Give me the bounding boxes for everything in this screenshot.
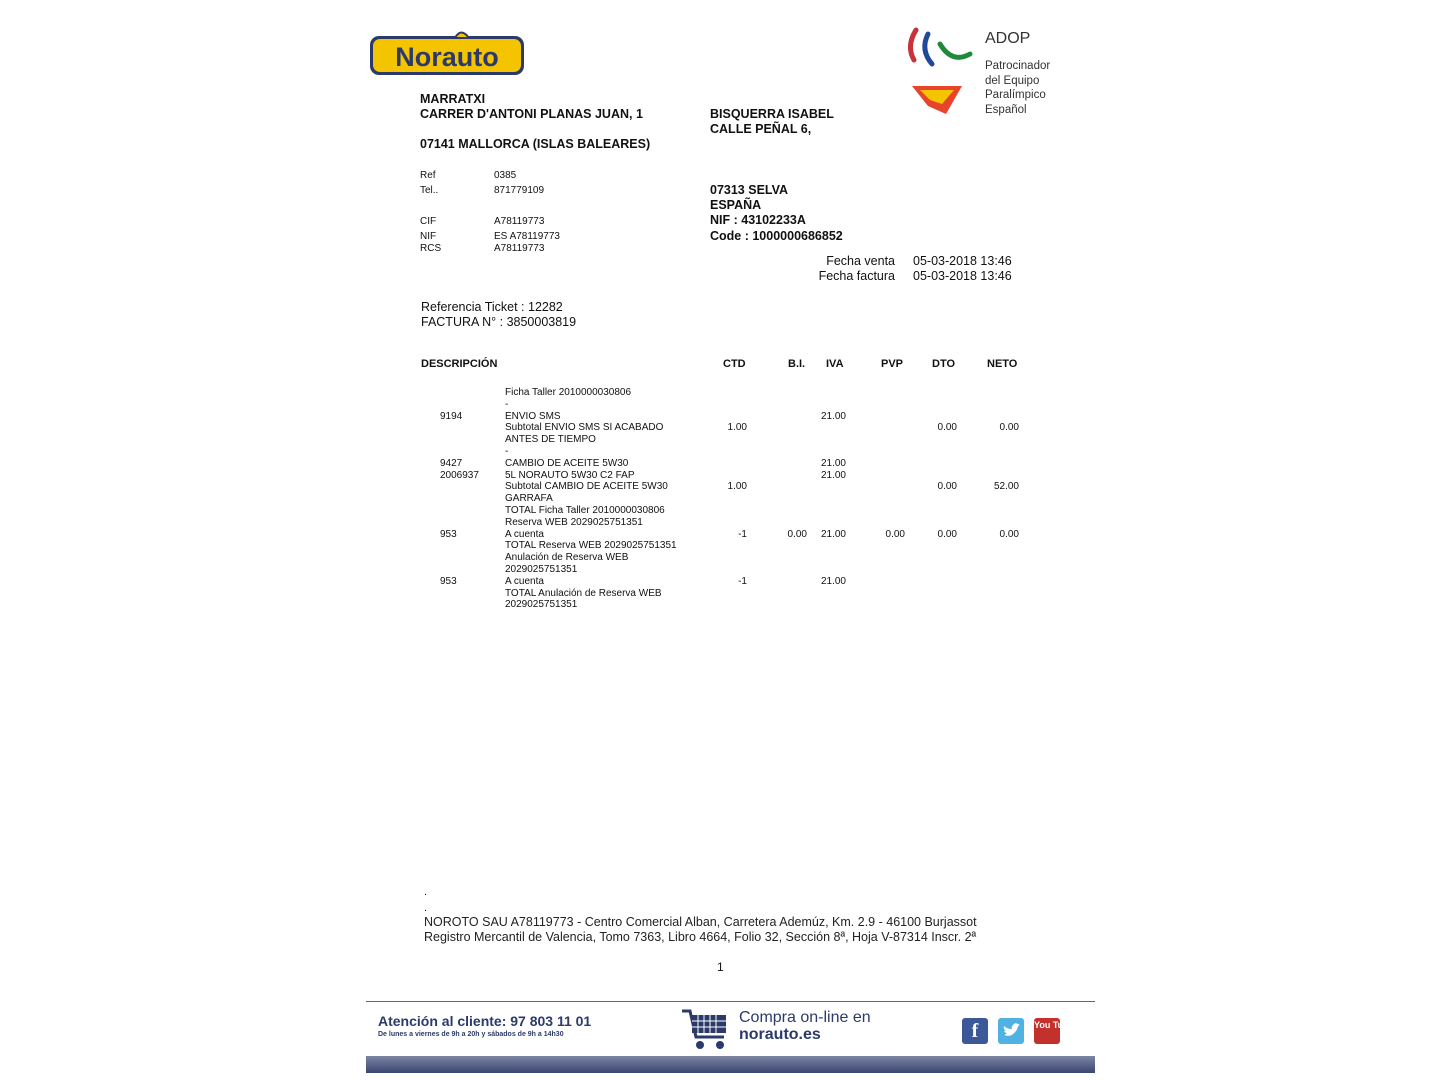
line-description: Reserva WEB 2029025751351 [505,516,643,528]
col-header-neto: NETO [987,358,1018,370]
line-description: ENVIO SMS [505,410,561,422]
adop-emblem [906,24,974,116]
twitter-icon[interactable] [998,1018,1024,1044]
adop-line: del Equipo [985,74,1040,87]
bottom-banner [366,1001,1095,1073]
line-code: 9194 [440,410,463,422]
adop-title: ADOP [985,30,1031,47]
ref-label: Ref [420,170,436,181]
line-iva: 21.00 [820,457,846,469]
line-description: A cuenta [505,575,544,587]
line-code: 9427 [440,457,463,469]
customer-city: 07313 SELVA [710,183,789,197]
line-code: 2006937 [440,469,479,481]
line-description: TOTAL Ficha Taller 2010000030806 [505,505,665,516]
line-description: 5L NORAUTO 5W30 C2 FAP [505,469,635,481]
twitter-bird-glyph [998,1018,1024,1044]
line-ctd: -1 [738,575,747,587]
line-neto: 0.00 [999,422,1019,434]
col-header-dto: DTO [932,358,956,370]
customer-care-hours: De lunes a viernes de 9h a 20h y sábados de 9h a 14h30 [378,1031,564,1038]
shop-online-label: Compra on-line en [739,1009,871,1026]
company-registry: Registro Mercantil de Valencia, Tomo 7363, Libro 4664, Folio 32, Sección 8ª, Hoja V-87314 Inscr. 2ª [424,930,977,944]
banner-divider [366,1001,1095,1002]
nif-value: ES A78119773 [494,231,560,242]
ticket-reference: Referencia Ticket : 12282 [421,300,563,314]
norauto-logo-text: Norauto [395,42,499,72]
invoice-number: FACTURA N° : 3850003819 [421,315,577,329]
fecha-factura-label: Fecha factura [818,269,895,283]
fecha-venta-label: Fecha venta [826,254,895,268]
store-city: 07141 MALLORCA (ISLAS BALEARES) [420,137,651,151]
line-description: CAMBIO DE ACEITE 5W30 [505,457,629,469]
line-ctd: 1.00 [727,481,747,493]
line-description: A cuenta [505,528,544,540]
line-iva: 21.00 [820,469,846,481]
line-description: TOTAL Reserva WEB 2029025751351 [505,540,677,552]
cif-label: CIF [420,216,437,227]
line-description: Ficha Taller 2010000030806 [505,387,632,398]
line-dto: 0.00 [937,528,957,540]
nif-label: NIF [420,231,437,242]
line-neto: 0.00 [999,528,1019,540]
line-code: 953 [440,528,457,540]
youtube-icon[interactable]: You Tube [1034,1018,1060,1044]
footer-dot: . [424,886,428,898]
adop-line: Paralímpico [985,89,1046,101]
col-header-description: DESCRIPCIÓN [421,358,498,370]
line-description: Subtotal CAMBIO DE ACEITE 5W30 [505,481,668,493]
line-ctd: 1.00 [727,422,747,434]
norauto-logo [369,30,525,76]
adop-subtitle [985,59,1050,117]
customer-name: BISQUERRA ISABEL [710,107,834,121]
rcs-value: A78119773 [494,243,545,254]
fecha-venta-value: 05-03-2018 13:46 [913,254,1012,268]
customer-nif: NIF : 43102233A [710,213,806,227]
line-description: 2029025751351 [505,564,578,575]
tel-value: 871779109 [494,185,545,196]
col-header-iva: IVA [826,358,844,370]
line-neto: 52.00 [993,481,1019,493]
line-iva: 21.00 [820,410,846,422]
adop-line: Patrocinador [985,60,1051,72]
shopping-cart-icon [680,1007,730,1051]
line-dto: 0.00 [937,481,957,493]
line-description: 2029025751351 [505,599,578,611]
line-description: GARRAFA [505,493,553,505]
store-street: CARRER D'ANTONI PLANAS JUAN, 1 [420,107,643,121]
footer-dot: . [424,902,428,914]
line-pvp: 0.00 [885,528,905,540]
adop-line: Español [985,103,1027,116]
line-description: - [505,398,509,410]
customer-care-phone: Atención al cliente: 97 803 11 01 [378,1013,592,1029]
col-header-pvp: PVP [881,358,904,370]
company-address: NOROTO SAU A78119773 - Centro Comercial Alban, Carretera Ademúz, Km. 2.9 - 46100 Burjassot [424,915,977,929]
ref-value: 0385 [494,170,517,181]
facebook-icon[interactable]: f [962,1018,988,1044]
tel-label: Tel.. [420,185,439,196]
col-header-ctd: CTD [723,358,746,370]
page-number: 1 [717,960,724,974]
line-description: - [505,446,509,457]
banner-stripe [366,1056,1095,1073]
customer-street: CALLE PEÑAL 6, [710,122,812,136]
line-description: ANTES DE TIEMPO [505,434,596,446]
fecha-factura-value: 05-03-2018 13:46 [913,269,1012,283]
store-name: MARRATXI [420,92,486,106]
line-description: Subtotal ENVIO SMS SI ACABADO [505,422,664,434]
line-iva: 21.00 [820,528,846,540]
cif-value: A78119773 [494,216,545,227]
line-ctd: -1 [738,528,747,540]
line-description: Anulación de Reserva WEB [505,552,629,564]
customer-country: ESPAÑA [710,198,762,212]
col-header-bi: B.I. [788,358,806,370]
line-iva: 21.00 [820,575,846,587]
line-code: 953 [440,575,457,587]
rcs-label: RCS [420,243,442,254]
line-bi: 0.00 [787,528,807,540]
line-description: TOTAL Anulación de Reserva WEB [505,587,662,599]
line-dto: 0.00 [937,422,957,434]
customer-code: Code : 1000000686852 [710,229,843,243]
shop-online-link[interactable]: norauto.es [739,1026,821,1043]
